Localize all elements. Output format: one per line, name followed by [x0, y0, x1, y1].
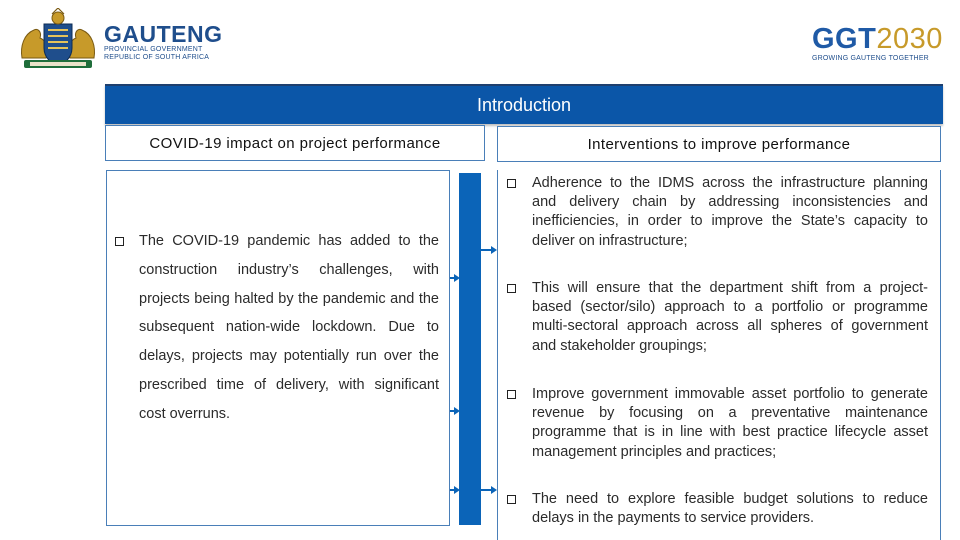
gauteng-line2: REPUBLIC OF SOUTH AFRICA [104, 54, 210, 61]
square-bullet-icon [115, 237, 124, 246]
ggt-tagline: GROWING GAUTENG TOGETHER [812, 55, 929, 62]
list-item [532, 490, 928, 528]
intervention-text: The need to explore feasible budget solutions to reduce delays in the payments to service providers. [532, 491, 928, 527]
list-item [532, 385, 928, 462]
left-body [139, 227, 439, 429]
ggt2030-logo [812, 24, 942, 64]
square-bullet-icon [507, 284, 516, 293]
arrow-right-icon [450, 489, 456, 491]
title-bar [105, 84, 943, 124]
arrow-right-icon [450, 277, 456, 279]
intervention-text: Improve government immovable asset portfolio to generate revenue by focusing on a preventative maintenance programme that is in line with best practice lifecycle asset management principles and practices; [532, 386, 928, 460]
list-item [532, 279, 928, 356]
left-heading: COVID-19 impact on project performance [149, 134, 441, 152]
gauteng-name: GAUTENG [104, 21, 223, 47]
left-heading-box [105, 125, 485, 161]
right-panel [497, 170, 941, 540]
intervention-text: Adherence to the IDMS across the infrastructure planning and delivery chain by addressing inconsistencies and inefficiencies, in order to improve the State’s capacity to deliver on infrastructure; [532, 175, 928, 249]
square-bullet-icon [507, 390, 516, 399]
coat-of-arms-icon [16, 8, 100, 72]
gauteng-wordmark [104, 22, 223, 62]
left-body-text: The COVID-19 pandemic has added to the construction industry’s challenges, with projects being halted by the pandemic and the subsequent nation-wide lockdown. Due to delays, projects may potentially run over the prescribed time of delivery, with significant cost overruns. [139, 233, 439, 422]
arrow-right-icon [481, 489, 493, 491]
right-heading-box [497, 126, 941, 162]
intervention-text: This will ensure that the department shift from a project-based (sector/silo) approach to a portfolio or programme multi-sectoral approach across all spheres of government and stakeholder groupings; [532, 280, 928, 354]
page-title: Introduction [476, 94, 572, 115]
connector-bar [459, 173, 481, 525]
arrow-right-icon [450, 410, 456, 412]
square-bullet-icon [507, 495, 516, 504]
ggt-part1: GGT [812, 23, 877, 55]
ggt-part2: 2030 [876, 23, 943, 55]
right-heading: Interventions to improve performance [587, 135, 851, 153]
gauteng-line1: PROVINCIAL GOVERNMENT [104, 46, 203, 53]
ggt-wordmark [812, 24, 942, 54]
list-item [532, 174, 928, 251]
arrow-right-icon [481, 249, 493, 251]
square-bullet-icon [507, 179, 516, 188]
left-panel [106, 170, 450, 526]
